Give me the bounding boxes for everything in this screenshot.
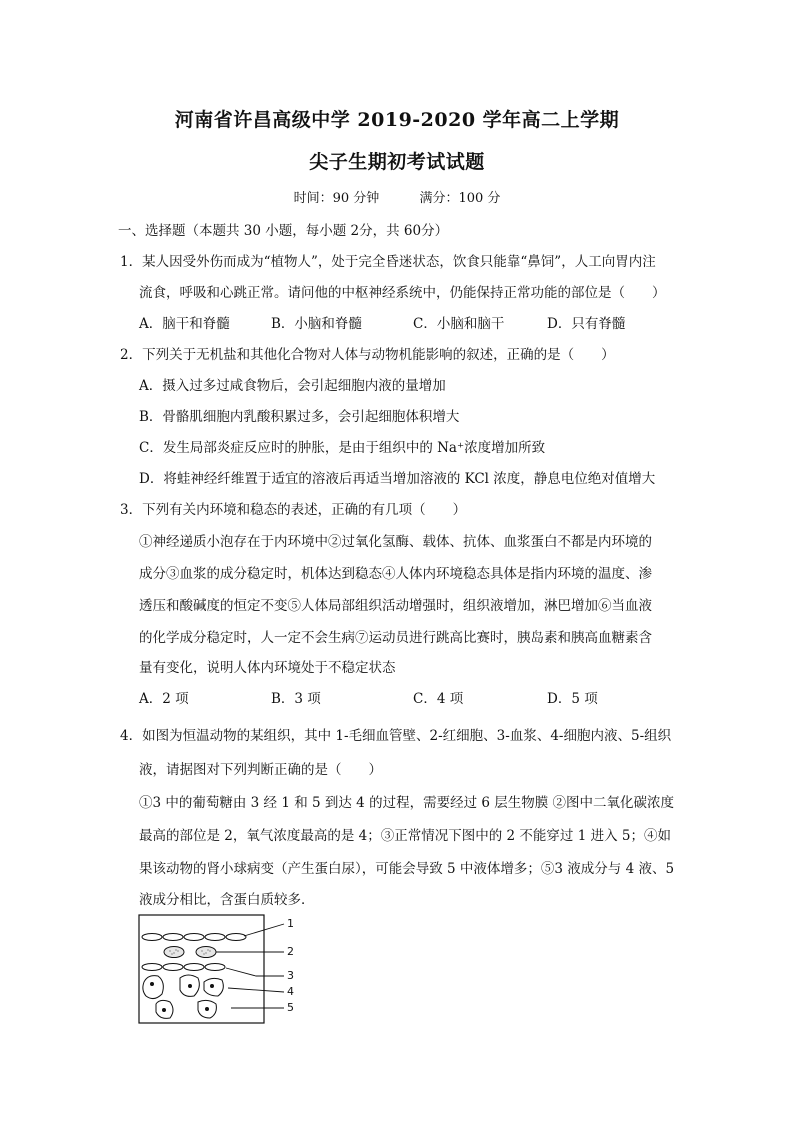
tissue-cells [143,975,223,1018]
q3-statement-line5: 量有变化，说明人体内环境处于不稳定状态 [139,660,396,676]
exam-time: 时间：90 分钟 [293,191,380,206]
label-1: 1 [287,917,294,930]
q4-statement-line2: 最高的部位是 2，氧气浓度最高的是 4；③正常情况下图中的 2 不能穿过 1 进入 5；④如 [139,828,671,844]
q3-statement-line2: 成分③血浆的成分稳定时，机体达到稳态④人体内环境稳态具体是指内环境的温度、渗 [139,566,652,582]
page-title: 河南省许昌高级中学 2019-2020 学年高二上学期 [174,109,620,131]
q2-option-d: D．将蛙神经纤维置于适宜的溶液后再适当增加溶液的 KCl 浓度，静息电位绝对值增大 [139,471,656,487]
q4-statement-line4: 液成分相比，含蛋白质较多． [139,892,315,908]
q4-stem-line2: 液，请据图对下列判断正确的是（ ） [139,762,382,778]
q1-option-a: A．脑干和脊髓 [139,316,230,332]
q3-stem: 3．下列有关内环境和稳态的表述，正确的有几项（ ） [120,502,467,518]
q3-statement-line3: 透压和酸碱度的恒定不变⑤人体局部组织活动增强时，组织液增加，淋巴增加⑥当血液 [139,598,652,614]
exam-meta [0,187,794,206]
q1-stem-line1: 1．某人因受外伤而成为“植物人”，处于完全昏迷状态，饮食只能靠“鼻饲”，人工向胃内注 [120,254,656,270]
q3-statement-line1: ①神经递质小泡存在于内环境中②过氧化氢酶、载体、抗体、血浆蛋白不都是内环境的 [139,534,652,550]
q2-stem: 2．下列关于无机盐和其他化合物对人体与动物机能影响的叙述，正确的是（ ） [120,347,615,363]
q1-option-c: C．小脑和脑干 [413,316,505,332]
diagram-labels [287,917,294,1014]
q2-option-b: B．骨骼肌细胞内乳酸积累过多，会引起细胞体积增大 [139,409,460,425]
label-4: 4 [287,985,294,998]
label-5: 5 [287,1001,294,1014]
page-subtitle: 尖子生期初考试试题 [309,151,485,173]
q3-option-a: A．2 项 [139,691,189,707]
label-2: 2 [287,945,294,958]
q3-option-d: D．5 项 [547,691,598,707]
q4-statement-line3: 果该动物的肾小球病变（产生蛋白尿），可能会导致 5 中液体增多；⑤3 液成分与 4 液、5 [139,861,675,877]
section-heading: 一、选择题（本题共 30 小题，每小题 2分，共 60分） [118,223,449,239]
q3-option-b: B．3 项 [271,691,321,707]
label-3: 3 [287,969,294,982]
exam-score: 满分：100 分 [419,191,501,206]
q3-statement-line4: 的化学成分稳定时，人一定不会生病⑦运动员进行跳高比赛时，胰岛素和胰高血糖素含 [139,630,652,646]
q4-stem-line1: 4．如图为恒温动物的某组织，其中 1-毛细血管壁、2-红细胞、3-血浆、4-细胞内液、5-组织 [120,728,672,744]
capillary-wall-bottom [142,964,225,971]
q4-statement-line1: ①3 中的葡萄糖由 3 经 1 和 5 到达 4 的过程，需要经过 6 层生物膜 ②图中二氧化碳浓度 [139,795,675,811]
q2-option-c: C．发生局部炎症反应时的肿胀，是由于组织中的 Na⁺浓度增加所致 [139,440,546,456]
red-blood-cells [164,947,216,958]
q1-option-d: D．只有脊髓 [547,316,626,332]
q1-stem-line2: 流食，呼吸和心跳正常。请问他的中枢神经系统中，仍能保持正常功能的部位是（ ） [139,285,666,301]
q1-option-b: B．小脑和脊髓 [271,316,362,332]
capillary-wall-top [142,934,246,941]
q3-option-c: C．4 项 [413,691,464,707]
tissue-diagram [136,912,301,1027]
q2-option-a: A．摄入过多过咸食物后，会引起细胞内液的量增加 [139,378,446,394]
